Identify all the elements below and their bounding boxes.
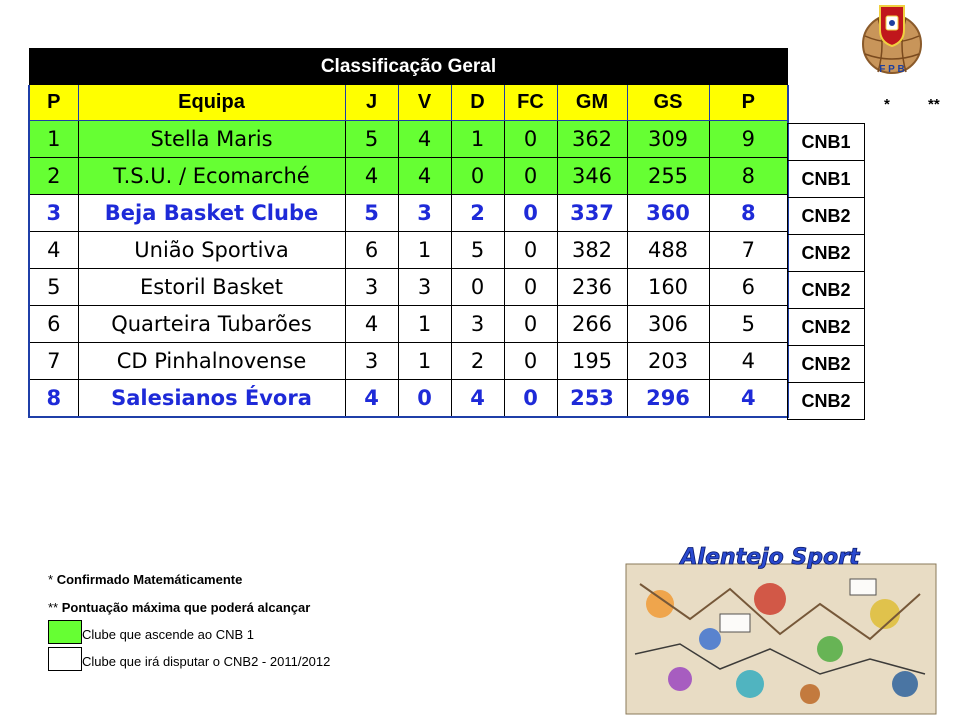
header-team: Equipa [78, 85, 345, 121]
header-losses: D [451, 85, 504, 121]
cell-points-scored: 236 [557, 269, 627, 306]
table-row [29, 195, 788, 232]
note-text: Confirmado Matemáticamente [56, 572, 243, 587]
cell-team: CD Pinhalnovense [78, 343, 345, 380]
cell-games: 5 [345, 121, 398, 158]
table-row [29, 121, 788, 158]
cell-forfeits: 0 [504, 343, 557, 380]
star-double: ** [928, 96, 940, 113]
cell-games: 4 [345, 380, 398, 418]
cell-games: 6 [345, 232, 398, 269]
header-wins: V [398, 85, 451, 121]
standings-table [28, 48, 789, 418]
cell-points-against: 360 [627, 195, 709, 232]
table-row [29, 158, 788, 195]
cell-points-against: 296 [627, 380, 709, 418]
cell-points-scored: 346 [557, 158, 627, 195]
header-position: P [29, 85, 78, 121]
cell-games: 4 [345, 158, 398, 195]
cell-points-scored: 266 [557, 306, 627, 343]
division-badge: CNB1 [787, 123, 865, 161]
cell-position: 3 [29, 195, 78, 232]
legend-text-green: Clube que ascende ao CNB 1 [82, 627, 255, 642]
cell-points-scored: 337 [557, 195, 627, 232]
cell-position: 5 [29, 269, 78, 306]
division-badge: CNB2 [787, 383, 865, 420]
cell-wins: 3 [398, 269, 451, 306]
cell-points: 5 [709, 306, 788, 343]
division-badge: CNB2 [787, 346, 865, 383]
cell-losses: 2 [451, 195, 504, 232]
note-mark: * [48, 572, 54, 587]
note-text: Pontuação máxima que poderá alcançar [61, 600, 311, 615]
division-column [787, 123, 865, 420]
cell-points-against: 203 [627, 343, 709, 380]
cell-wins: 0 [398, 380, 451, 418]
cell-losses: 2 [451, 343, 504, 380]
cell-points-against: 306 [627, 306, 709, 343]
cell-points: 4 [709, 380, 788, 418]
table-row [29, 232, 788, 269]
cell-points: 4 [709, 343, 788, 380]
division-badge: CNB2 [787, 235, 865, 272]
cell-games: 3 [345, 343, 398, 380]
cell-position: 2 [29, 158, 78, 195]
note-mark: ** [48, 600, 59, 615]
cell-points-against: 255 [627, 158, 709, 195]
legend-swatch-green [48, 620, 82, 644]
cell-points-against: 309 [627, 121, 709, 158]
header-games: J [345, 85, 398, 121]
cell-position: 6 [29, 306, 78, 343]
legend-text-white: Clube que irá disputar o CNB2 - 2011/2012 [82, 654, 331, 669]
cell-losses: 1 [451, 121, 504, 158]
cell-wins: 1 [398, 343, 451, 380]
table-row [29, 343, 788, 380]
cell-points: 8 [709, 158, 788, 195]
cell-points: 7 [709, 232, 788, 269]
header-points: P [709, 85, 788, 121]
cell-points-against: 160 [627, 269, 709, 306]
fpb-logo [862, 2, 922, 86]
cell-team: Estoril Basket [78, 269, 345, 306]
cell-team: Stella Maris [78, 121, 345, 158]
cell-points-scored: 253 [557, 380, 627, 418]
cell-position: 8 [29, 380, 78, 418]
cell-position: 1 [29, 121, 78, 158]
cell-wins: 1 [398, 232, 451, 269]
alentejo-sport-poster [620, 544, 945, 716]
cell-forfeits: 0 [504, 269, 557, 306]
cell-wins: 3 [398, 195, 451, 232]
cell-wins: 4 [398, 158, 451, 195]
cell-team: Beja Basket Clube [78, 195, 345, 232]
table-row [29, 306, 788, 343]
cell-losses: 0 [451, 158, 504, 195]
cell-forfeits: 0 [504, 158, 557, 195]
cell-team: T.S.U. / Ecomarché [78, 158, 345, 195]
cell-wins: 4 [398, 121, 451, 158]
logo-letters: F P B [879, 64, 905, 75]
cell-points-scored: 382 [557, 232, 627, 269]
header-forfeits: FC [504, 85, 557, 121]
cell-games: 4 [345, 306, 398, 343]
header-points-against: GS [627, 85, 709, 121]
cell-forfeits: 0 [504, 232, 557, 269]
note-confirmed [48, 572, 242, 587]
cell-points-against: 488 [627, 232, 709, 269]
note-max-points [48, 600, 310, 615]
star-single: * [884, 96, 890, 113]
cell-points: 9 [709, 121, 788, 158]
cell-wins: 1 [398, 306, 451, 343]
cell-team: Salesianos Évora [78, 380, 345, 418]
cell-forfeits: 0 [504, 380, 557, 418]
cell-games: 5 [345, 195, 398, 232]
cell-losses: 3 [451, 306, 504, 343]
cell-team: União Sportiva [78, 232, 345, 269]
legend-swatch-white [48, 647, 82, 671]
division-badge: CNB2 [787, 198, 865, 235]
table-title: Classificação Geral [29, 48, 788, 85]
cell-games: 3 [345, 269, 398, 306]
cell-points: 6 [709, 269, 788, 306]
division-badge: CNB2 [787, 309, 865, 346]
cell-forfeits: 0 [504, 121, 557, 158]
cell-losses: 0 [451, 269, 504, 306]
division-badge: CNB1 [787, 161, 865, 198]
cell-forfeits: 0 [504, 195, 557, 232]
cell-losses: 5 [451, 232, 504, 269]
cell-team: Quarteira Tubarões [78, 306, 345, 343]
cell-losses: 4 [451, 380, 504, 418]
table-row [29, 269, 788, 306]
cell-position: 7 [29, 343, 78, 380]
cell-points-scored: 195 [557, 343, 627, 380]
poster-title: Alentejo Sport [680, 545, 860, 570]
cell-points-scored: 362 [557, 121, 627, 158]
header-points-scored: GM [557, 85, 627, 121]
cell-points: 8 [709, 195, 788, 232]
cell-forfeits: 0 [504, 306, 557, 343]
cell-position: 4 [29, 232, 78, 269]
division-badge: CNB2 [787, 272, 865, 309]
table-row [29, 380, 788, 418]
